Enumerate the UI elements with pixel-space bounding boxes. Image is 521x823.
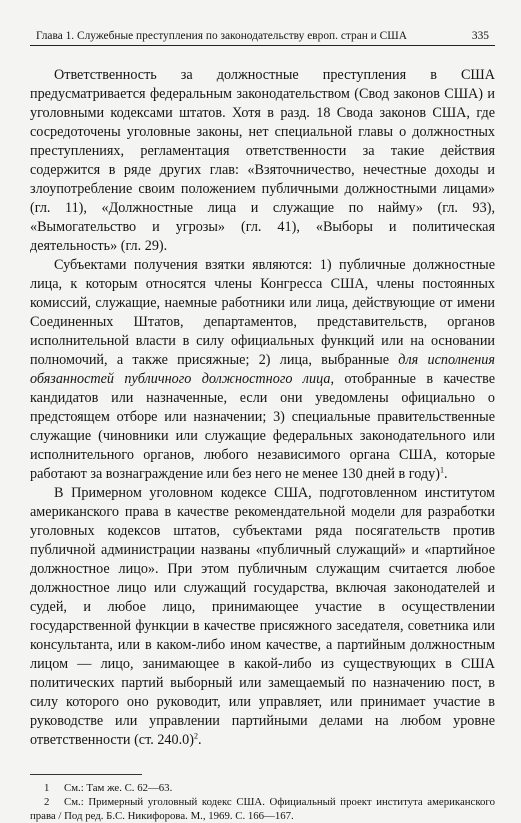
paragraph-3 bbox=[30, 484, 495, 750]
footnote-ref-2: 2 bbox=[193, 731, 198, 741]
footnote-2-mark: 2 bbox=[44, 796, 50, 808]
footnote-1-text: См.: Там же. С. 62—63. bbox=[64, 782, 173, 794]
footnote-2-text: См.: Примерный уголовный кодекс США. Официальный проект института американского права / Под ред. Б.С. Никифорова. М., 1969. С. 166—167. bbox=[30, 796, 495, 822]
main-text bbox=[30, 66, 495, 750]
running-header bbox=[30, 30, 495, 46]
footnote-1 bbox=[30, 781, 495, 795]
footnote-ref-1: 1 bbox=[439, 465, 444, 475]
paragraph-2-emphasis: для исполнения обязанностей публичного должностного лица bbox=[30, 352, 495, 387]
paragraph-1 bbox=[30, 66, 495, 256]
page-number: 335 bbox=[471, 30, 489, 42]
footnotes bbox=[30, 781, 495, 823]
paragraph-1-text: Ответственность за должностные преступления в США предусматривается федеральным законодательством (Свод законов США) и уголовными кодексами штатов. Хотя в разд. 18 Свода законов США, где сосредоточены уголовные законы, нет специальной главы о должностных преступлениях, регламентация ответственности за такие действия содержится в ряде других глав: «Взяточничество, нечестные доходы и злоупотребление своим положением публичными должностными лицами» (гл. 11), «Должностные лица и служащие по найму» (гл. 93), «Вымогательство и угрозы» (гл. 41), «Выборы и политическая деятельность» (гл. 29). bbox=[30, 67, 495, 254]
paragraph-2-text-a: Субъектами получения взятки являются: 1) публичные должностные лица, к которым относятся члены Конгресса США, члены постоянных комиссий, служащие, наемные работники или лица, действующие от имени Соединенных Штатов, департаментов, представительств, органов исполнительной власти в силу официальных функций или на основании полномочий, а также присяжные; 2) лица, выбранные bbox=[30, 257, 495, 368]
paragraph-2 bbox=[30, 256, 495, 484]
paragraph-2-text-b: , отобранные в качестве кандидатов или назначенные, если они уведомлены официально о предстоящем отборе или назначении; 3) специальные правительственные служащие (чиновники или служащие федеральных законодательного или исполнительного органов, любого независимого органа США, которые работают за вознаграждение или без него не менее 130 дней в году) bbox=[30, 371, 495, 482]
footnote-divider bbox=[30, 774, 142, 775]
running-title: Глава 1. Служебные преступления по законодательству европ. стран и США bbox=[36, 30, 407, 42]
paragraph-2-end: . bbox=[443, 466, 448, 482]
footnote-2 bbox=[30, 795, 495, 823]
paragraph-3-text: В Примерном уголовном кодексе США, подготовленном институтом американского права в качестве рекомендательной модели для разработки уголовных кодексов штатов, субъектами ряда посягательств против публичной администрации названы «публичный служащий» и «партийное должностное лицо». При этом публичным служащим считается любое должностное лицо или служащий государства, включая законодателей и судей, и любое лицо, принимающее участие в осуществлении государственной функции в качестве присяжного заседателя, советника или консультанта, или в каком-либо ином качестве, а партийным должностным лицом — лицо, занимающее в какой-либо из существующих в США политических партий выборный или замещаемый по назначению пост, в силу которого оно руководит, или управляет, или принимает участие в руководстве или управлении партийными делами на любом уровне ответственности (ст. 240.0) bbox=[30, 485, 495, 748]
footnote-1-mark: 1 bbox=[44, 782, 50, 794]
paragraph-3-end: . bbox=[197, 732, 202, 748]
